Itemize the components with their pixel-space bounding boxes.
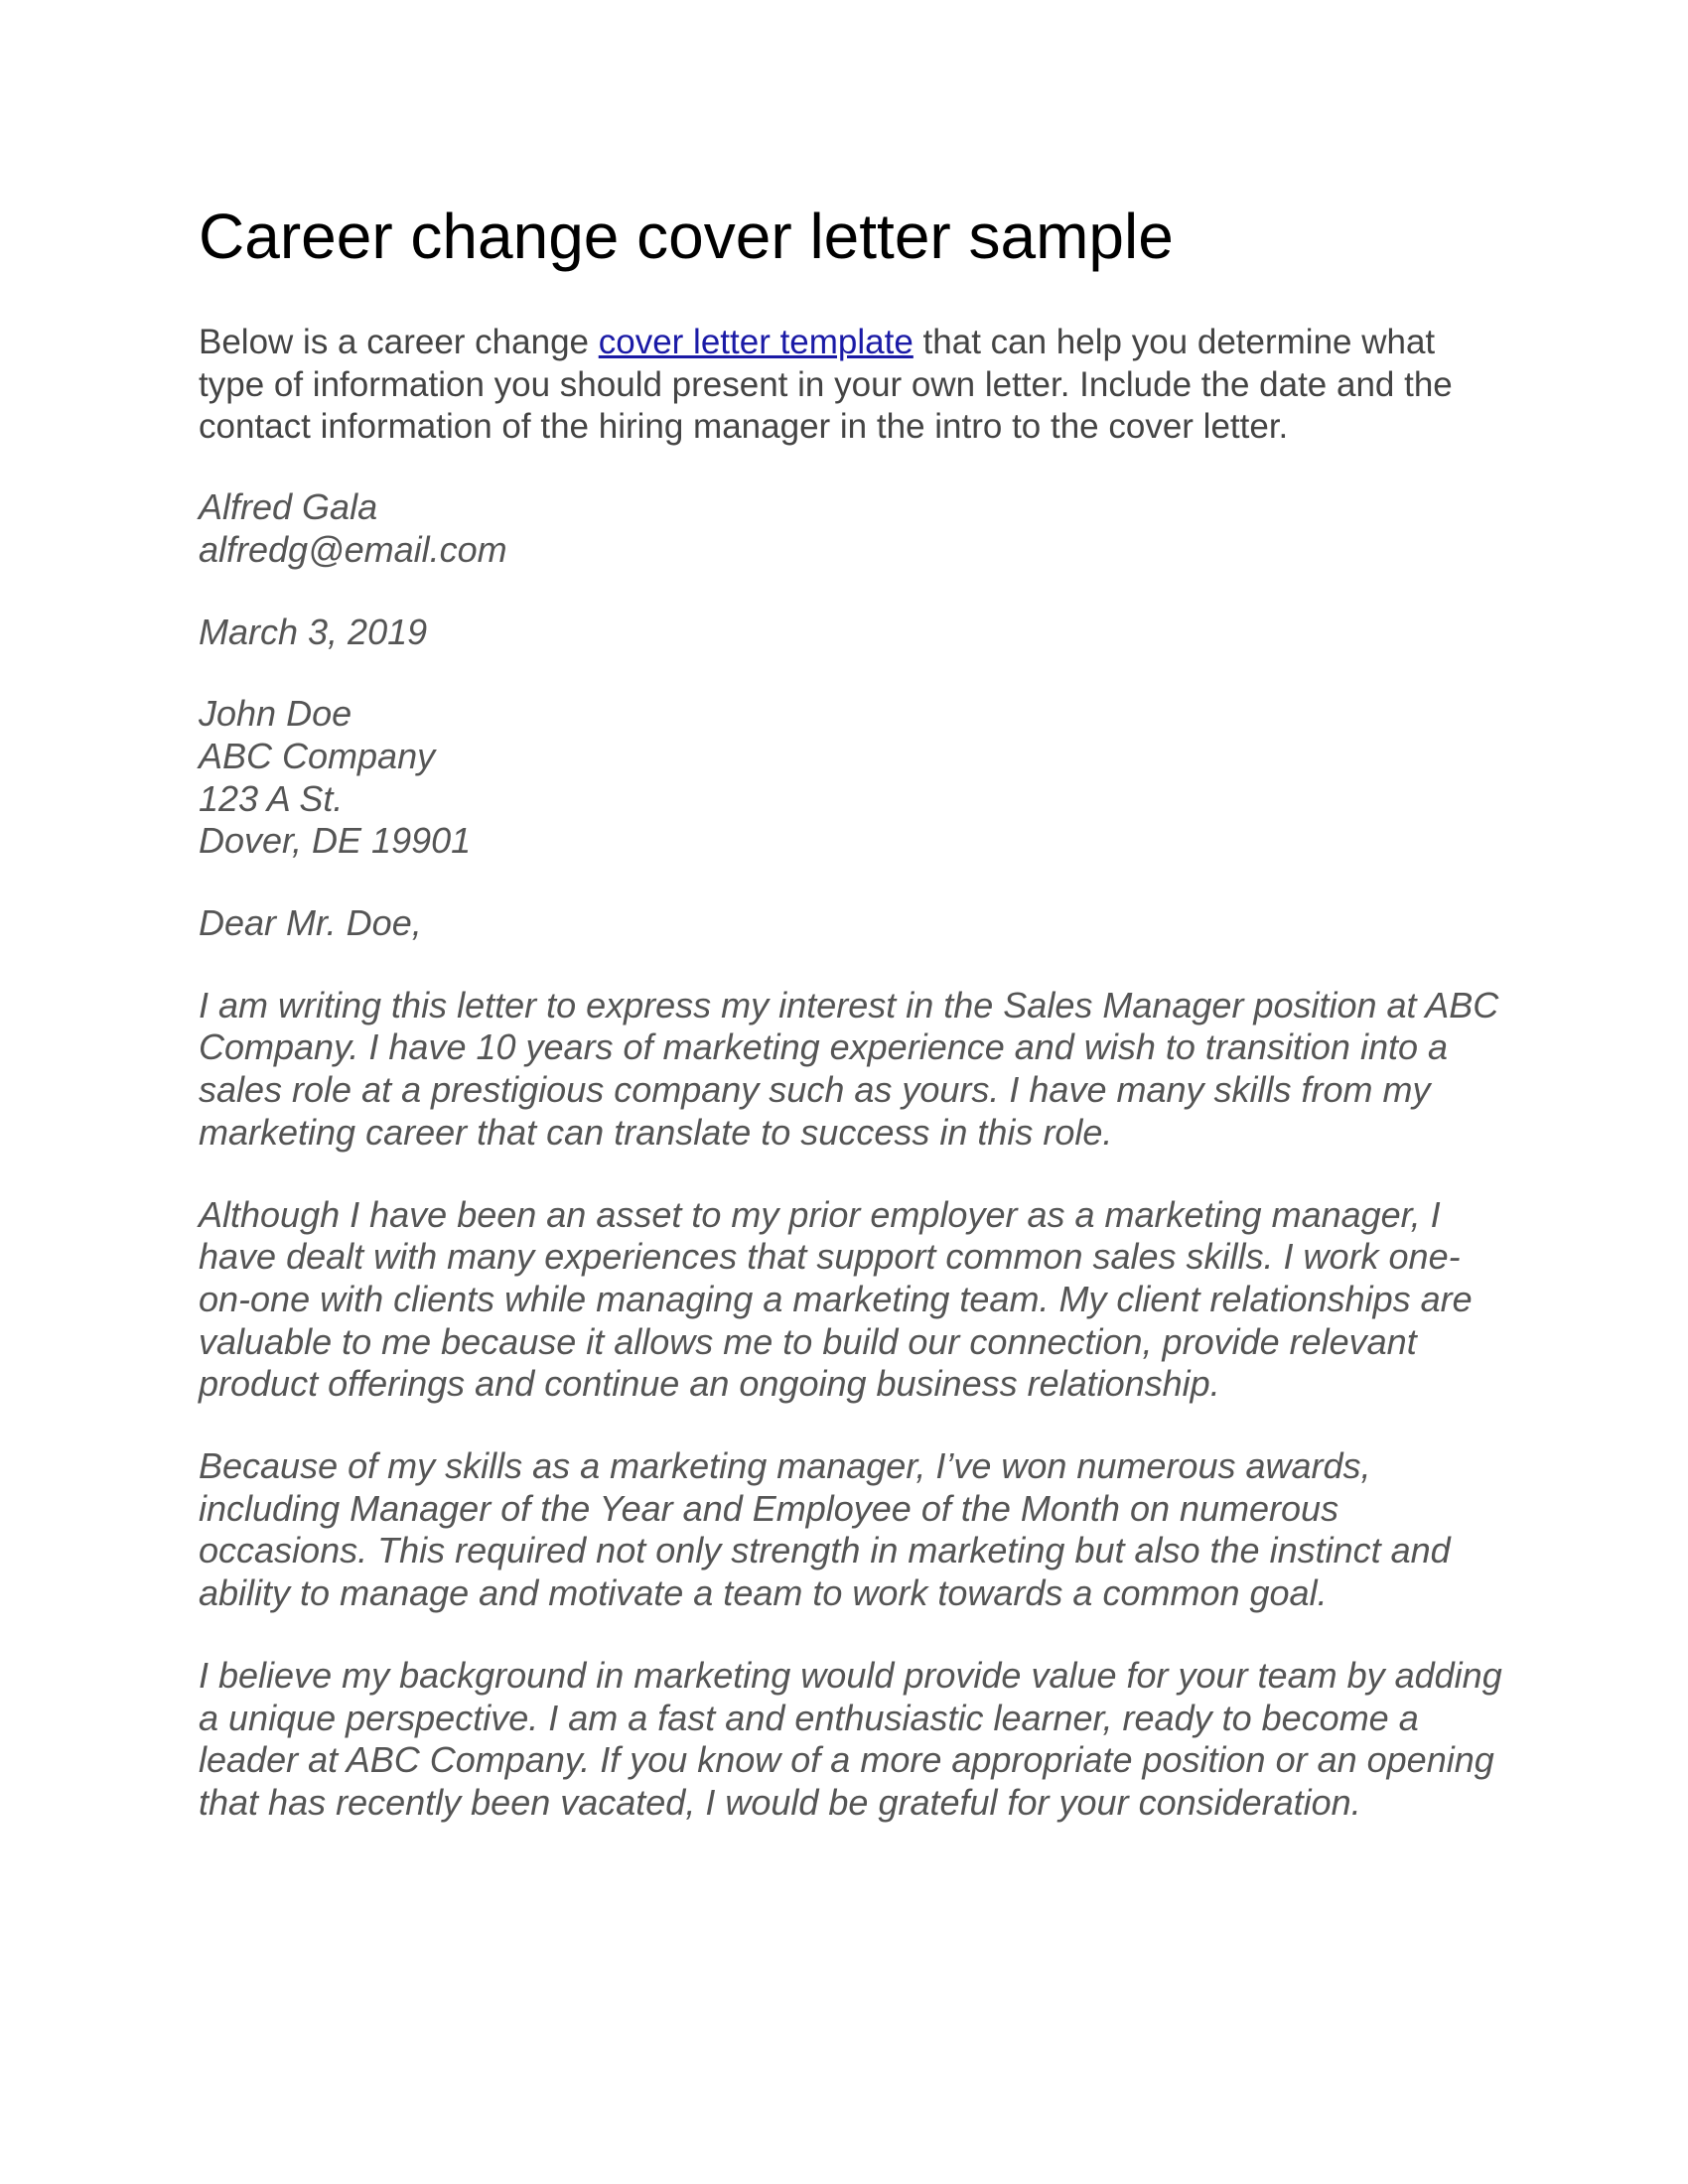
- letter-date: March 3, 2019: [199, 611, 428, 652]
- page-title: Career change cover letter sample: [199, 201, 1174, 272]
- body-paragraph-1: I am writing this letter to express my interest in the Sales Manager position at ABC Company. I have 10 years of marketing experience and wish to transition into a sales role at a prestigious company such as yours. I have many skills from my marketing career that can translate to success in this role.: [199, 984, 1499, 1153]
- recipient-street: 123 A St.: [199, 777, 344, 819]
- cover-letter-template-link[interactable]: cover letter template: [598, 323, 914, 361]
- body-paragraph-3: Because of my skills as a marketing manager, I’ve won numerous awards, including Manager of the Year and Employee of the Month on numerous occasions. This required not only strength in marketing but also the instinct and ability to manage and motivate a team to work towards a common goal.: [199, 1445, 1451, 1614]
- intro-paragraph: [199, 322, 1509, 449]
- intro-text-before-link: Below is a career change: [199, 323, 599, 361]
- sender-email: alfredg@email.com: [199, 528, 507, 570]
- salutation: Dear Mr. Doe,: [199, 902, 422, 944]
- recipient-block: [199, 693, 1509, 863]
- recipient-city: Dover, DE 19901: [199, 820, 472, 862]
- body-paragraph-2: Although I have been an asset to my prior employer as a marketing manager, I have dealt with many experiences that support common sales skills. I work one-on-one with clients while managing a marketing team. My client relationships are valuable to me because it allows me to build our connection, provide relevant product offerings and continue an ongoing business relationship.: [199, 1193, 1473, 1405]
- intro-text-after-link: that can help you determine what type of information you should present in your own letter. Include the date and the contact information of the hiring manager in the intro to the cover letter.: [199, 323, 1453, 447]
- recipient-company: ABC Company: [199, 735, 436, 776]
- document-content: [199, 195, 1509, 1825]
- body-paragraph-4: I believe my background in marketing would provide value for your team by adding a unique perspective. I am a fast and enthusiastic learner, ready to become a leader at ABC Company. If you know of a more appropriate position or an opening that has recently been vacated, I would be grateful for your consideration.: [199, 1654, 1502, 1823]
- sender-block: [199, 486, 1509, 571]
- sender-name: Alfred Gala: [199, 486, 378, 528]
- recipient-name: John Doe: [199, 693, 352, 735]
